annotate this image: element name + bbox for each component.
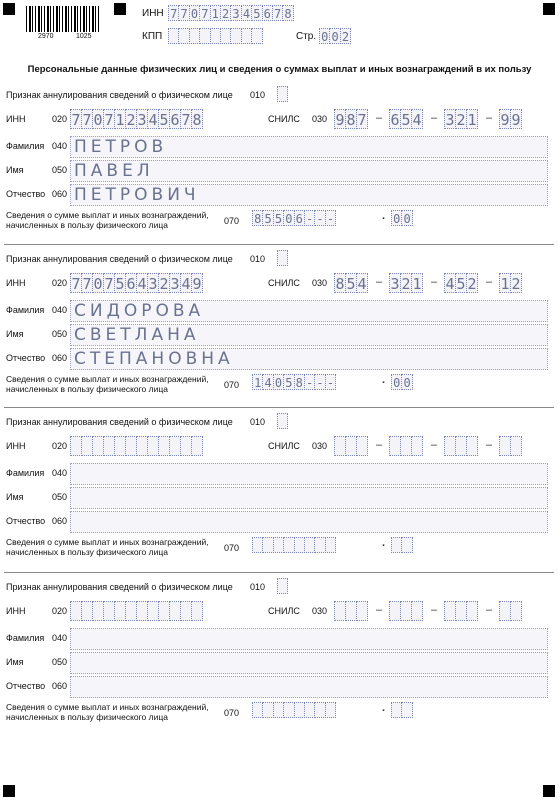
char-cell: 2: [220, 5, 231, 21]
char-cell: 8: [294, 374, 305, 390]
code-030: 030: [312, 114, 328, 124]
inn-field-2[interactable]: [70, 273, 202, 293]
char-cell: 9: [192, 275, 202, 293]
code-040: 040: [52, 141, 68, 151]
char-cell: [191, 436, 203, 456]
sum-decimal-point: .: [382, 537, 386, 549]
patronymic-label: Отчество: [6, 681, 46, 691]
code-020: 020: [52, 441, 68, 451]
char-cell: [191, 601, 203, 621]
section-divider: [4, 244, 554, 245]
annul-label: Признак аннулирования сведений о физическом лице: [6, 254, 233, 264]
name-label: Имя: [6, 165, 24, 175]
patronymic-label: Отчество: [6, 353, 46, 363]
char-cell: [277, 86, 288, 102]
code-030: 030: [312, 606, 328, 616]
patronymic-field-3[interactable]: [70, 511, 548, 533]
char-cell: 4: [241, 5, 252, 21]
header-page-label: Стр.: [296, 31, 317, 42]
char-cell: [277, 250, 288, 266]
char-cell: 0: [273, 374, 284, 390]
char-cell: 5: [262, 210, 273, 226]
snils-dash: –: [431, 276, 438, 288]
snils-part-2-1[interactable]: [389, 109, 422, 129]
barcode: [26, 6, 101, 32]
form-title: Персональные данные физических лиц и сведения о суммах выплат и иных вознаграждений в их пользу: [27, 64, 532, 75]
char-cell: [510, 436, 522, 456]
name-label: Имя: [6, 492, 24, 502]
char-cell: 7: [104, 275, 114, 293]
surname-value-2: СИДОРОВА: [74, 301, 205, 321]
name-label: Имя: [6, 329, 24, 339]
annul-label: Признак аннулирования сведений о физическом лице: [6, 90, 233, 100]
annul-field-4[interactable]: [277, 578, 287, 594]
sum-dec-field-1[interactable]: [391, 210, 412, 226]
sum-decimal-point: .: [382, 210, 386, 222]
char-cell: 0: [189, 5, 200, 21]
char-cell: 5: [159, 111, 169, 129]
snils-part-4-1[interactable]: [499, 109, 521, 129]
patronymic-value-2: СТЕПАНОВНА: [74, 349, 234, 369]
char-cell: [401, 537, 412, 553]
char-cell: [277, 578, 288, 594]
char-cell: 1: [500, 275, 510, 293]
snils-dash: –: [376, 439, 383, 451]
char-cell: 3: [148, 275, 158, 293]
char-cell: 5: [401, 111, 411, 129]
section-divider: [4, 407, 554, 408]
annul-field-3[interactable]: [277, 413, 287, 429]
char-cell: 1: [252, 374, 263, 390]
char-cell: 4: [262, 374, 273, 390]
corner-marker-bottom-right: [543, 785, 555, 797]
char-cell: 9: [500, 111, 510, 129]
sum-label: Сведения о сумме выплат и иных вознаграждений, начисленных в пользу физического лица: [6, 210, 209, 230]
surname-label: Фамилия: [6, 305, 45, 315]
char-cell: 5: [115, 275, 125, 293]
surname-value-1: ПЕТРОВ: [74, 137, 168, 157]
char-cell: 7: [272, 5, 283, 21]
char-cell: 6: [262, 5, 273, 21]
char-cell: [251, 28, 262, 44]
inn-label: ИНН: [6, 441, 26, 451]
code-020: 020: [52, 114, 68, 124]
sum-dec-field-3[interactable]: [391, 537, 412, 553]
code-060: 060: [52, 353, 68, 363]
char-cell: [356, 436, 368, 456]
char-cell: 7: [82, 275, 92, 293]
header-kpp-label: КПП: [142, 31, 163, 42]
char-cell: 8: [192, 111, 202, 129]
char-cell: 8: [335, 275, 345, 293]
char-cell: [277, 413, 288, 429]
char-cell: 4: [445, 275, 455, 293]
char-cell: 4: [412, 111, 422, 129]
char-cell: 4: [148, 111, 158, 129]
sum-int-field-4[interactable]: [252, 702, 335, 718]
snils-part-4-3[interactable]: [499, 436, 521, 456]
patronymic-label: Отчество: [6, 189, 46, 199]
snils-dash: –: [431, 439, 438, 451]
inn-label: ИНН: [6, 606, 26, 616]
char-cell: 7: [71, 275, 81, 293]
char-cell: 1: [115, 111, 125, 129]
char-cell: 7: [71, 111, 81, 129]
sum-label: Сведения о сумме выплат и иных вознаграждений, начисленных в пользу физического лица: [6, 374, 209, 394]
barcode-number-right: 1025: [76, 33, 92, 40]
snils-part-1-1[interactable]: [334, 109, 367, 129]
code-050: 050: [52, 657, 68, 667]
char-cell: 7: [181, 111, 191, 129]
char-cell: -: [314, 210, 325, 226]
code-070: 070: [224, 708, 240, 718]
char-cell: 7: [104, 111, 114, 129]
char-cell: -: [304, 374, 315, 390]
code-040: 040: [52, 633, 68, 643]
char-cell: 0: [283, 210, 294, 226]
char-cell: -: [304, 210, 315, 226]
patronymic-label: Отчество: [6, 516, 46, 526]
snils-label: СНИЛС: [268, 278, 300, 288]
barcode-number-left: 2970: [38, 33, 54, 40]
char-cell: 5: [456, 275, 466, 293]
code-060: 060: [52, 516, 68, 526]
char-cell: 6: [390, 111, 400, 129]
snils-part-1-4[interactable]: [334, 601, 367, 621]
char-cell: 3: [390, 275, 400, 293]
snils-part-4-2[interactable]: [499, 273, 521, 293]
char-cell: 6: [170, 111, 180, 129]
code-030: 030: [312, 278, 328, 288]
char-cell: 5: [273, 210, 284, 226]
code-040: 040: [52, 305, 68, 315]
sum-decimal-point: .: [382, 702, 386, 714]
snils-label: СНИЛС: [268, 606, 300, 616]
char-cell: [466, 601, 478, 621]
snils-part-3-2[interactable]: [444, 273, 477, 293]
patronymic-field-4[interactable]: [70, 676, 548, 698]
patronymic-value-1: ПЕТРОВИЧ: [74, 185, 200, 205]
snils-part-2-3[interactable]: [389, 436, 422, 456]
snils-dash: –: [486, 604, 493, 616]
annul-field-1[interactable]: [277, 86, 287, 102]
code-010: 010: [250, 254, 266, 264]
code-050: 050: [52, 165, 68, 175]
snils-dash: –: [431, 604, 438, 616]
char-cell: 1: [210, 5, 221, 21]
char-cell: 1: [467, 111, 477, 129]
surname-label: Фамилия: [6, 468, 45, 478]
snils-dash: –: [486, 112, 493, 124]
code-010: 010: [250, 90, 266, 100]
code-020: 020: [52, 278, 68, 288]
snils-dash: –: [486, 439, 493, 451]
char-cell: 1: [412, 275, 422, 293]
annul-field-2[interactable]: [277, 250, 287, 266]
sum-int-field-1[interactable]: [252, 210, 335, 226]
char-cell: 2: [511, 275, 521, 293]
char-cell: 2: [126, 111, 136, 129]
snils-part-3-1[interactable]: [444, 109, 477, 129]
code-020: 020: [52, 606, 68, 616]
char-cell: -: [314, 374, 325, 390]
char-cell: [510, 601, 522, 621]
char-cell: 5: [251, 5, 262, 21]
char-cell: 5: [346, 275, 356, 293]
char-cell: 8: [282, 5, 293, 21]
header-page-field[interactable]: [319, 28, 350, 44]
inn-field-1[interactable]: [70, 109, 202, 129]
sum-int-field-3[interactable]: [252, 537, 335, 553]
snils-label: СНИЛС: [268, 441, 300, 451]
char-cell: [356, 601, 368, 621]
char-cell: 3: [445, 111, 455, 129]
char-cell: [325, 702, 336, 718]
snils-dash: –: [486, 276, 493, 288]
char-cell: 2: [401, 275, 411, 293]
snils-part-4-4[interactable]: [499, 601, 521, 621]
char-cell: 0: [93, 275, 103, 293]
code-030: 030: [312, 441, 328, 451]
name-value-1: ПАВЕЛ: [74, 161, 154, 181]
snils-dash: –: [376, 112, 383, 124]
snils-dash: –: [376, 276, 383, 288]
char-cell: 8: [252, 210, 263, 226]
char-cell: 4: [137, 275, 147, 293]
char-cell: [401, 702, 412, 718]
surname-label: Фамилия: [6, 633, 45, 643]
char-cell: 5: [283, 374, 294, 390]
char-cell: 2: [159, 275, 169, 293]
annul-label: Признак аннулирования сведений о физическом лице: [6, 417, 233, 427]
char-cell: 7: [82, 111, 92, 129]
char-cell: 4: [357, 275, 367, 293]
char-cell: [411, 436, 423, 456]
inn-field-4[interactable]: [70, 601, 202, 621]
char-cell: 0: [319, 28, 330, 44]
code-070: 070: [224, 380, 240, 390]
header-kpp-field[interactable]: [168, 28, 262, 44]
section-divider: [4, 572, 554, 573]
snils-part-3-3[interactable]: [444, 436, 477, 456]
char-cell: 4: [181, 275, 191, 293]
name-label: Имя: [6, 657, 24, 667]
code-070: 070: [224, 216, 240, 226]
char-cell: 0: [391, 210, 402, 226]
code-010: 010: [250, 582, 266, 592]
snils-part-1-3[interactable]: [334, 436, 367, 456]
char-cell: 9: [511, 111, 521, 129]
sum-label: Сведения о сумме выплат и иных вознаграждений, начисленных в пользу физического лица: [6, 702, 209, 722]
sum-dec-field-2[interactable]: [391, 374, 412, 390]
char-cell: 0: [401, 210, 412, 226]
name-value-2: СВЕТЛАНА: [74, 325, 200, 345]
sum-dec-field-4[interactable]: [391, 702, 412, 718]
sum-int-field-2[interactable]: [252, 374, 335, 390]
corner-marker-top-left: [3, 3, 15, 15]
snils-part-1-2[interactable]: [334, 273, 367, 293]
snils-dash: –: [376, 604, 383, 616]
inn-field-3[interactable]: [70, 436, 202, 456]
char-cell: 7: [357, 111, 367, 129]
char-cell: [466, 436, 478, 456]
char-cell: 2: [467, 275, 477, 293]
char-cell: 7: [168, 5, 179, 21]
char-cell: -: [325, 374, 336, 390]
header-inn-field[interactable]: [168, 5, 293, 21]
snils-part-2-2[interactable]: [389, 273, 422, 293]
char-cell: 3: [137, 111, 147, 129]
inn-label: ИНН: [6, 114, 26, 124]
corner-marker-bottom-left: [3, 785, 15, 797]
snils-dash: –: [431, 112, 438, 124]
char-cell: -: [325, 210, 336, 226]
char-cell: [325, 537, 336, 553]
code-010: 010: [250, 417, 266, 427]
char-cell: 2: [456, 111, 466, 129]
snils-label: СНИЛС: [268, 114, 300, 124]
sum-label: Сведения о сумме выплат и иных вознаграждений, начисленных в пользу физического лица: [6, 537, 209, 557]
char-cell: 9: [335, 111, 345, 129]
char-cell: [411, 601, 423, 621]
char-cell: 7: [178, 5, 189, 21]
snils-part-3-4[interactable]: [444, 601, 477, 621]
inn-label: ИНН: [6, 278, 26, 288]
char-cell: 0: [329, 28, 340, 44]
code-070: 070: [224, 543, 240, 553]
surname-field-3[interactable]: [70, 463, 548, 485]
code-050: 050: [52, 329, 68, 339]
char-cell: 0: [93, 111, 103, 129]
char-cell: 0: [401, 374, 412, 390]
annul-label: Признак аннулирования сведений о физическом лице: [6, 582, 233, 592]
code-060: 060: [52, 681, 68, 691]
name-field-3[interactable]: [70, 487, 548, 509]
name-field-4[interactable]: [70, 652, 548, 674]
surname-label: Фамилия: [6, 141, 45, 151]
char-cell: 2: [340, 28, 351, 44]
char-cell: 0: [391, 374, 402, 390]
header-inn-label: ИНН: [142, 8, 164, 19]
char-cell: 8: [346, 111, 356, 129]
code-040: 040: [52, 468, 68, 478]
code-050: 050: [52, 492, 68, 502]
char-cell: 6: [126, 275, 136, 293]
char-cell: 6: [294, 210, 305, 226]
corner-marker-top-mid: [114, 3, 126, 15]
corner-marker-top-right: [543, 3, 555, 15]
char-cell: 7: [199, 5, 210, 21]
char-cell: 3: [230, 5, 241, 21]
snils-part-2-4[interactable]: [389, 601, 422, 621]
char-cell: 3: [170, 275, 180, 293]
surname-field-4[interactable]: [70, 628, 548, 650]
code-060: 060: [52, 189, 68, 199]
sum-decimal-point: .: [382, 374, 386, 386]
